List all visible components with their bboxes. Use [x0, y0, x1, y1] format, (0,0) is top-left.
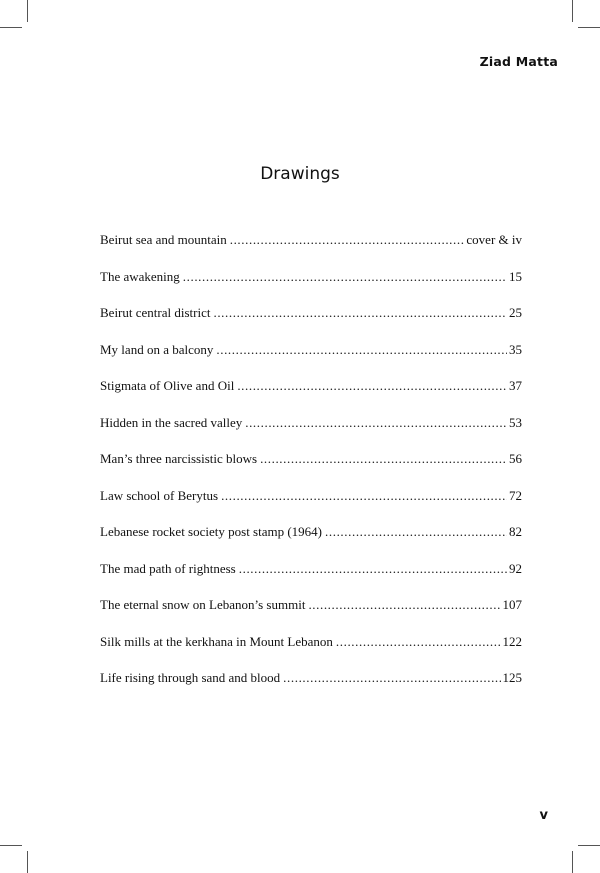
- drawings-list: [100, 232, 522, 707]
- entry-title: Silk mills at the kerkhana in Mount Lebanon: [100, 633, 333, 649]
- entry-title: Lebanese rocket society post stamp (1964): [100, 524, 323, 539]
- list-item: [100, 597, 522, 634]
- list-item: [100, 524, 522, 561]
- crop-mark-bottom-right: [572, 851, 573, 873]
- list-item: [100, 232, 522, 269]
- entry-title: Man’s three narcissistic blows: [100, 451, 258, 466]
- entry-title: Stigmata of Olive and Oil: [100, 378, 235, 393]
- entry-title: Beirut sea and mountain: [100, 232, 227, 247]
- crop-mark-left-top: [0, 27, 22, 28]
- entry-page: 82: [509, 524, 522, 539]
- entry-title: My land on a balcony: [100, 341, 214, 357]
- entry-title: Law school of Berytus: [100, 487, 219, 503]
- dot-leader: [237, 378, 507, 394]
- entry-page: 72: [509, 487, 522, 503]
- entry-title: The awakening: [100, 268, 180, 284]
- entry-title: The mad path of rightness: [100, 560, 236, 576]
- list-item: [100, 269, 522, 306]
- list-item: [100, 305, 522, 342]
- dot-leader: [260, 451, 507, 467]
- page-title: Drawings: [260, 164, 340, 184]
- dot-leader: [336, 634, 501, 650]
- dot-leader: [216, 342, 507, 358]
- entry-title: Hidden in the sacred valley: [100, 414, 243, 430]
- dot-leader: [245, 415, 507, 431]
- entry-page: 92: [509, 560, 522, 576]
- entry-title: The eternal snow on Lebanon’s summit: [100, 597, 306, 612]
- entry-page: 25: [509, 305, 522, 320]
- entry-page: cover & iv: [466, 232, 522, 247]
- crop-mark-right-bottom: [578, 845, 600, 846]
- list-item: [100, 634, 522, 671]
- list-item: [100, 378, 522, 415]
- list-item: [100, 670, 522, 707]
- dot-leader: [213, 305, 507, 321]
- entry-page: 35: [509, 341, 522, 357]
- entry-title: Beirut central district: [100, 305, 211, 320]
- entry-page: 53: [509, 414, 522, 430]
- entry-page: 107: [502, 597, 522, 612]
- entry-page: 125: [502, 670, 522, 685]
- list-item: [100, 488, 522, 525]
- crop-mark-left-bottom: [0, 845, 22, 846]
- entry-page: 56: [509, 451, 522, 466]
- list-item: [100, 451, 522, 488]
- list-item: [100, 415, 522, 452]
- crop-mark-right-top: [578, 27, 600, 28]
- dot-leader: [230, 232, 465, 248]
- dot-leader: [239, 561, 507, 577]
- list-item: [100, 561, 522, 598]
- dot-leader: [221, 488, 507, 504]
- entry-page: 37: [509, 378, 522, 393]
- entry-title: Life rising through sand and blood: [100, 670, 281, 685]
- dot-leader: [325, 524, 507, 540]
- list-item: [100, 342, 522, 379]
- page-number: v: [539, 808, 548, 823]
- crop-mark-top-right: [572, 0, 573, 22]
- running-header-author: Ziad Matta: [479, 54, 558, 69]
- entry-page: 15: [509, 268, 522, 284]
- crop-mark-bottom-left: [27, 851, 28, 873]
- crop-mark-top-left: [27, 0, 28, 22]
- dot-leader: [308, 597, 500, 613]
- dot-leader: [283, 670, 500, 686]
- entry-page: 122: [502, 633, 522, 649]
- dot-leader: [183, 269, 507, 285]
